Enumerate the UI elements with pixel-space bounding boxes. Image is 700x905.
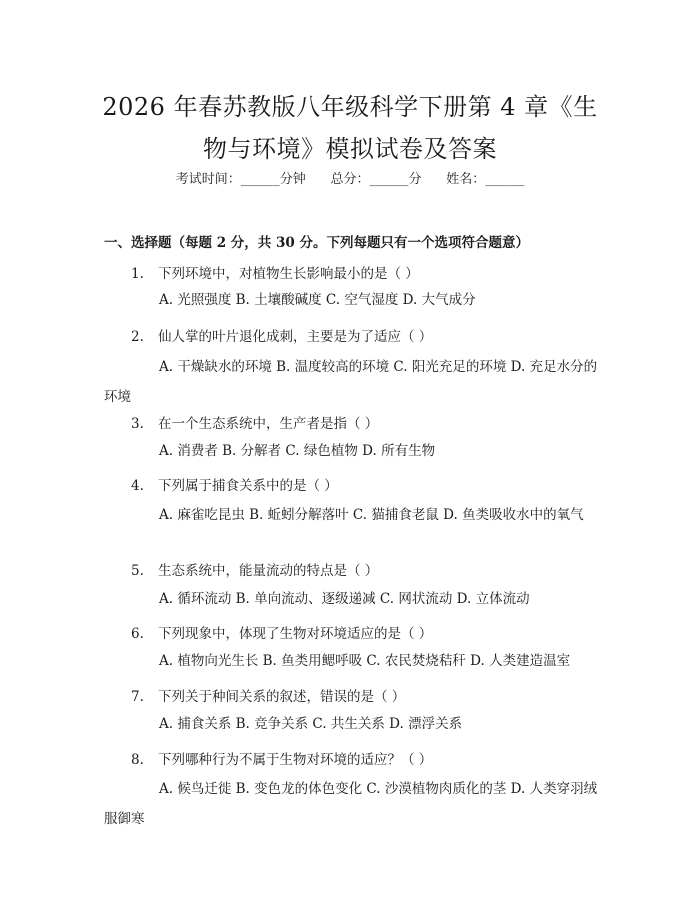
- question-options: A. 植物向光生长 B. 鱼类用鳃呼吸 C. 农民焚烧秸秆 D. 人类建造温室: [159, 653, 571, 669]
- question-text: 下列环境中，对植物生长影响最小的是（ ）: [158, 266, 419, 282]
- question-text: 下列属于捕食关系中的是（ ）: [158, 478, 338, 494]
- question-options: A. 麻雀吃昆虫 B. 蚯蚓分解落叶 C. 猫捕食老鼠 D. 鱼类吸收水中的氧气: [159, 507, 584, 523]
- title-line-1: 2026 年春苏教版八年级科学下册第 4 章《生: [102, 93, 598, 121]
- question-number: 7.: [131, 689, 144, 705]
- question-text: 下列关于种间关系的叙述，错误的是（ ）: [158, 689, 406, 705]
- question: [131, 685, 405, 705]
- exam-info: [0, 168, 700, 187]
- question: [131, 748, 432, 768]
- question-options: A. 光照强度 B. 土壤酸碱度 C. 空气湿度 D. 大气成分: [159, 292, 476, 308]
- question-number: 4.: [131, 478, 144, 494]
- question: [131, 622, 432, 642]
- question-text: 在一个生态系统中，生产者是指（ ）: [158, 416, 379, 432]
- page-title: [60, 86, 640, 170]
- question-text: 生态系统中，能量流动的特点是（ ）: [158, 563, 379, 579]
- question-options: A. 循环流动 B. 单向流动、逐级递减 C. 网状流动 D. 立体流动: [159, 591, 530, 607]
- title-line-2: 物与环境》模拟试卷及答案: [203, 135, 497, 163]
- question-number: 2.: [131, 329, 144, 345]
- question-number: 6.: [131, 626, 144, 642]
- exam-info-text: 考试时间：______分钟 总分：______分 姓名：______: [175, 172, 525, 187]
- question-text: 下列哪种行为不属于生物对环境的适应？（ ）: [158, 752, 433, 768]
- question-number: 1.: [131, 266, 144, 282]
- question-text: 仙人掌的叶片退化成刺，主要是为了适应（ ）: [158, 329, 433, 345]
- question-number: 3.: [131, 416, 144, 432]
- question: [131, 474, 338, 494]
- question: [131, 262, 419, 282]
- section-heading: 一、选择题（每题 2 分，共 30 分。下列每题只有一个选项符合题意）: [104, 235, 529, 251]
- question-text: 下列现象中，体现了生物对环境适应的是（ ）: [158, 626, 433, 642]
- question: [131, 325, 432, 345]
- question-number: 5.: [131, 563, 144, 579]
- question-options: A. 干燥缺水的环境 B. 温度较高的环境 C. 阳光充足的环境 D. 充足水分的环境: [104, 359, 598, 405]
- question-options: A. 捕食关系 B. 竞争关系 C. 共生关系 D. 漂浮关系: [159, 716, 463, 732]
- question: [131, 412, 378, 432]
- question-options: A. 消费者 B. 分解者 C. 绿色植物 D. 所有生物: [159, 443, 436, 459]
- question-number: 8.: [131, 752, 144, 768]
- question: [131, 559, 378, 579]
- question-options: A. 候鸟迁徙 B. 变色龙的体色变化 C. 沙漠植物肉质化的茎 D. 人类穿羽绒服御寒: [104, 781, 598, 827]
